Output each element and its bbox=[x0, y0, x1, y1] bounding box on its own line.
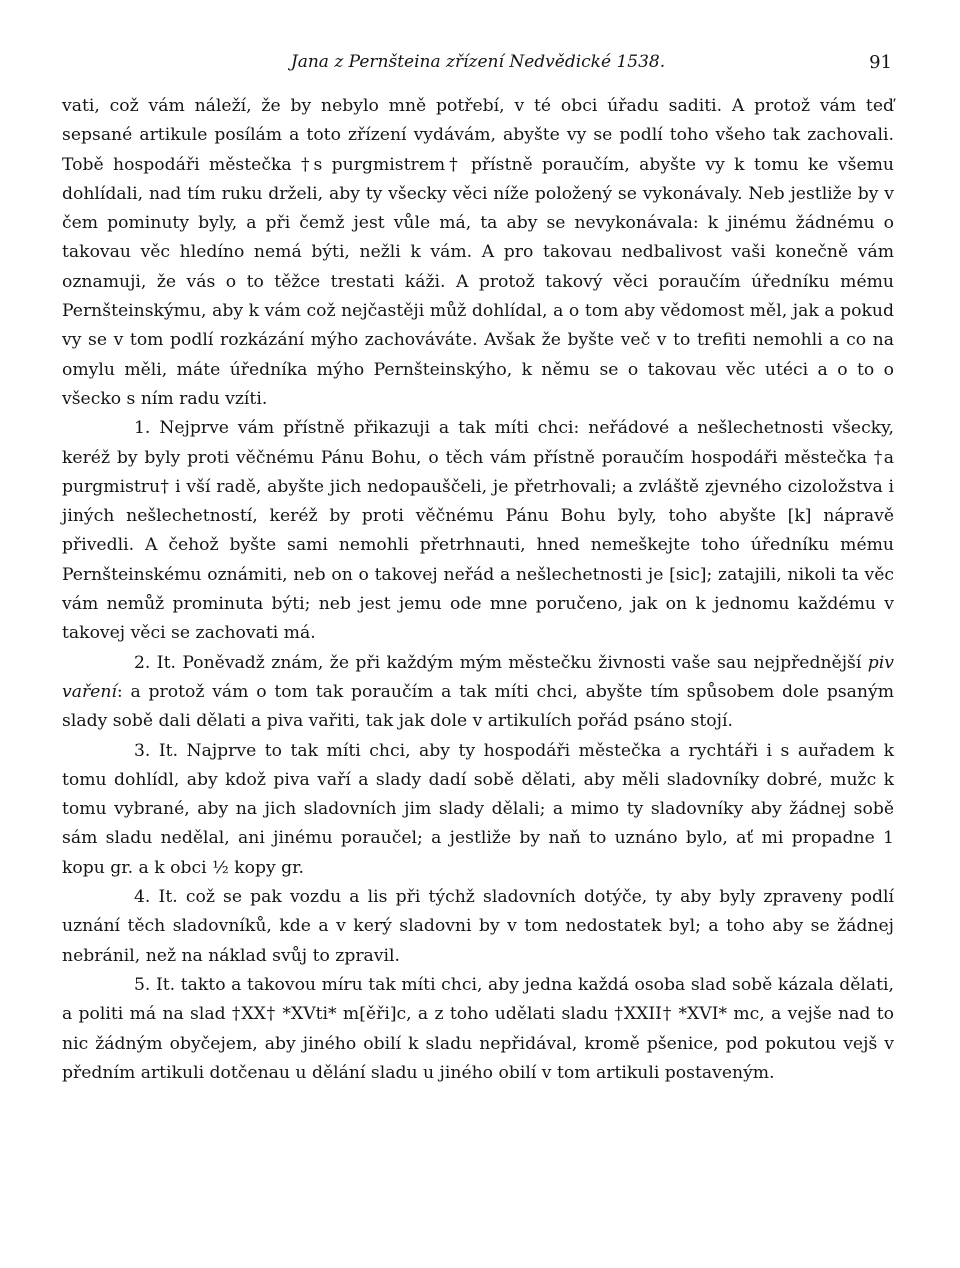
article-2-text-before: 2. It. Poněvadž znám, že při každým mým městečku živnosti vaše sau nejpřednější bbox=[134, 652, 868, 673]
paragraph-article-2 bbox=[62, 649, 894, 737]
book-page bbox=[62, 50, 894, 1088]
paragraph-article-5: 5. It. takto a takovou míru tak míti chci, aby jedna každá osoba slad sobě kázala dělati, a politi má na slad †XX† *XVti* m[ěři]c, a z toho udělati sladu †XXII† *XVI* mc, a vejše nad to nic žádným obyčejem, aby jiného obilí k sladu nepřidával, kromě pšenice, pod pokutou vejš v předním artikuli dotčenau u dělání sladu u jiného obilí v tom artikuli postaveným. bbox=[62, 974, 894, 1083]
article-2-text-after: : a protož vám o tom tak poraučím a tak míti chci, abyšte tím spůsobem dole psaným slady sobě dali dělati a piva vařiti, tak jak dole v artikulích pořád psáno stojí. bbox=[62, 681, 894, 732]
paragraph-article-1: 1. Nejprve vám přístně přikazuji a tak míti chci: neřádové a nešlechetnosti všecky, keréž by byly proti věčnému Pánu Bohu, o těch vám přístně poraučím hospodáři městečka †a purgmistru† i vší radě, abyšte jich nedopauščeli, je přetrhovali; a zvláště zjevného cizoložstva i jiných nešlechetností, keréž by proti věčnému Pánu Bohu byly, toho abyšte [k] nápravě přivedli. A čehož byšte sami nemohli přetrhnauti, hned nemeškejte toho úředníku mému Pernšteinskému oznámiti, neb on o takovej neřád a nešlechetnosti je [sic]; zatajili, nikoli ta věc vám nemůž prominuta býti; neb jest jemu ode mne poručeno, jak on k jednomu každému v takovej věci se zachovati má. bbox=[62, 418, 894, 644]
running-header bbox=[62, 50, 894, 80]
running-title: Jana z Pernšteina zřízení Nedvědické 1538. bbox=[290, 52, 666, 72]
page-number: 91 bbox=[869, 52, 892, 73]
paragraph-article-4: 4. It. což se pak vozdu a lis při týchž sladovních dotýče, ty aby byly zpraveny podlí uznání těch sladovníků, kde a v kerý sladovni by v tom nedostatek byl; a toho aby se žádnej nebránil, než na náklad svůj to zpravil. bbox=[62, 887, 894, 966]
paragraph-article-3: 3. It. Najprve to tak míti chci, aby ty hospodáři městečka a rychtáři i s auřadem k tomu dohlídl, aby kdož piva vaří a slady dadí sobě dělati, aby měli sladovníky dobré, mužc k tomu vybrané, aby na jich sladovních jim slady dělali; a mimo ty sladovníky aby žádnej sobě sám sladu nedělal, ani jinému poraučel; a jestliže by naň to uznáno bylo, ať mi propadne 1 kopu gr. a k obci ½ kopy gr. bbox=[62, 740, 894, 878]
body-text bbox=[62, 92, 894, 1088]
article-2-emphasis: piv vaření bbox=[62, 652, 894, 702]
paragraph-continuation: vati, což vám náleží, že by nebylo mně potřebí, v té obci úřadu saditi. A protož vám teď sepsané artikule posílám a toto zřízení vydávám, abyšte vy se podlí toho všeho tak zachovali. Tobě hospodáři městečka †s purgmistrem† přístně poraučím, abyšte vy k tomu ke všemu dohlídali, nad tím ruku drželi, aby ty všecky věci níže položený se vykonávaly. Neb jestliže by v čem pominuty byly, a při čemž jest vůle má, ta aby se nevykonávala: k jinému žádnému o takovau věc hledíno nemá býti, nežli k vám. A pro takovau nedbalivost vaši konečně vám oznamuji, že vás o to těžce trestati káži. A protož takový věci poraučím úředníku mému Pernšteinskýmu, aby k vám což nejčastěji můž dohlídal, a o tom aby vědomost měl, jak a pokud vy se v tom podlí rozkázání mýho zachováváte. Avšak že byšte več v to trefiti nemohli a co na omylu měli, máte úředníka mýho Pernšteinskýho, k němu se o takovau věc utéci a o to o všecko s ním radu vzíti. bbox=[62, 96, 894, 409]
